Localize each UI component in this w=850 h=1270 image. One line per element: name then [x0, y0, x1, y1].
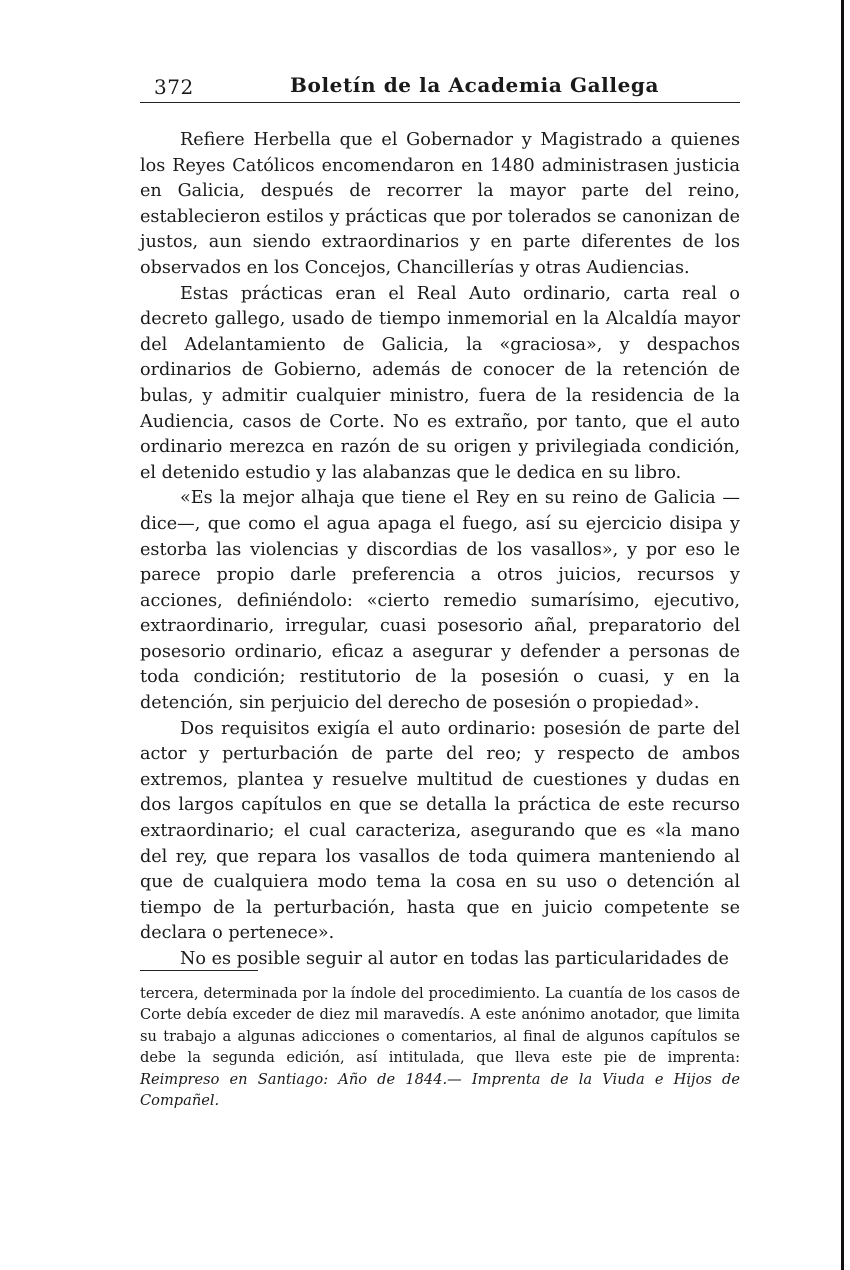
footnote-text: tercera, determinada por la índole del procedimiento. La cuantía de los casos de Corte debía exceder de diez mil maravedís. A este anónimo anotador, que limita su trabajo a algunas adicciones o comentarios, al final de algunos capítulos se debe la segunda edición, así intitulada, que lleva este pie de imprenta:	[140, 985, 740, 1067]
body-text	[140, 128, 740, 973]
page-number: 372	[154, 75, 194, 99]
page-edge-shadow	[841, 0, 844, 1270]
footnote	[140, 983, 740, 1111]
footnote-separator	[140, 970, 258, 971]
running-header	[140, 72, 740, 103]
footnote-imprint: Reimpreso en Santiago: Año de 1844.— Imprenta de la Viuda e Hijos de Compañel.	[140, 1070, 740, 1110]
paragraph: Estas prácticas eran el Real Auto ordinario, carta real o decreto gallego, usado de tiempo inmemorial en la Alcaldía mayor del Adelantamiento de Galicia, la «graciosa», y despachos ordinarios de Gobierno, además de conocer de la retención de bulas, y admitir cualquier ministro, fuera de la residencia de la Audiencia, casos de Corte. No es extraño, por tanto, que el auto ordinario merezca en razón de su origen y privilegiada condición, el detenido estudio y las alabanzas que le dedica en su libro.	[140, 283, 740, 483]
paragraph: Dos requisitos exigía el auto ordinario: posesión de parte del actor y perturbación de parte del reo; y respecto de ambos extremos, plantea y resuelve multitud de cuestiones y dudas en dos largos capítulos en que se detalla la práctica de este recurso extraordinario; el cual caracteriza, asegurando que es «la mano del rey, que repara los vasallos de toda quimera manteniendo al que de cualquiera modo tema la cosa en su uso o detención al tiempo de la perturbación, hasta que en juicio competente se declara o pertenece».	[140, 718, 740, 944]
paragraph: «Es la mejor alhaja que tiene el Rey en su reino de Galicia —dice—, que como el agua apaga el fuego, así su ejercicio disipa y estorba las violencias y discordias de los vasallos», y por eso le parece propio darle preferencia a otros juicios, recursos y acciones, definiéndolo: «cierto remedio sumarísimo, ejecutivo, extraordinario, irregular, cuasi posesorio añal, preparatorio del posesorio ordinario, eficaz a asegurar y defender a personas de toda condición; restitutorio de la posesión o cuasi, y en la detención, sin perjuicio del derecho de posesión o propiedad».	[140, 488, 740, 714]
journal-title: Boletín de la Academia Gallega	[290, 73, 660, 97]
paragraph: Refiere Herbella que el Gobernador y Magistrado a quienes los Reyes Católicos encomendaron en 1480 administrasen justicia en Galicia, después de recorrer la mayor parte del reino, establecieron estilos y prácticas que por tolerados se canonizan de justos, aun siendo extraordinarios y en parte diferentes de los observados en los Concejos, Chancillerías y otras Audiencias.	[140, 130, 740, 278]
paragraph: No es posible seguir al autor en todas las particularidades de	[180, 949, 729, 969]
footnote-paragraph	[140, 983, 740, 1111]
